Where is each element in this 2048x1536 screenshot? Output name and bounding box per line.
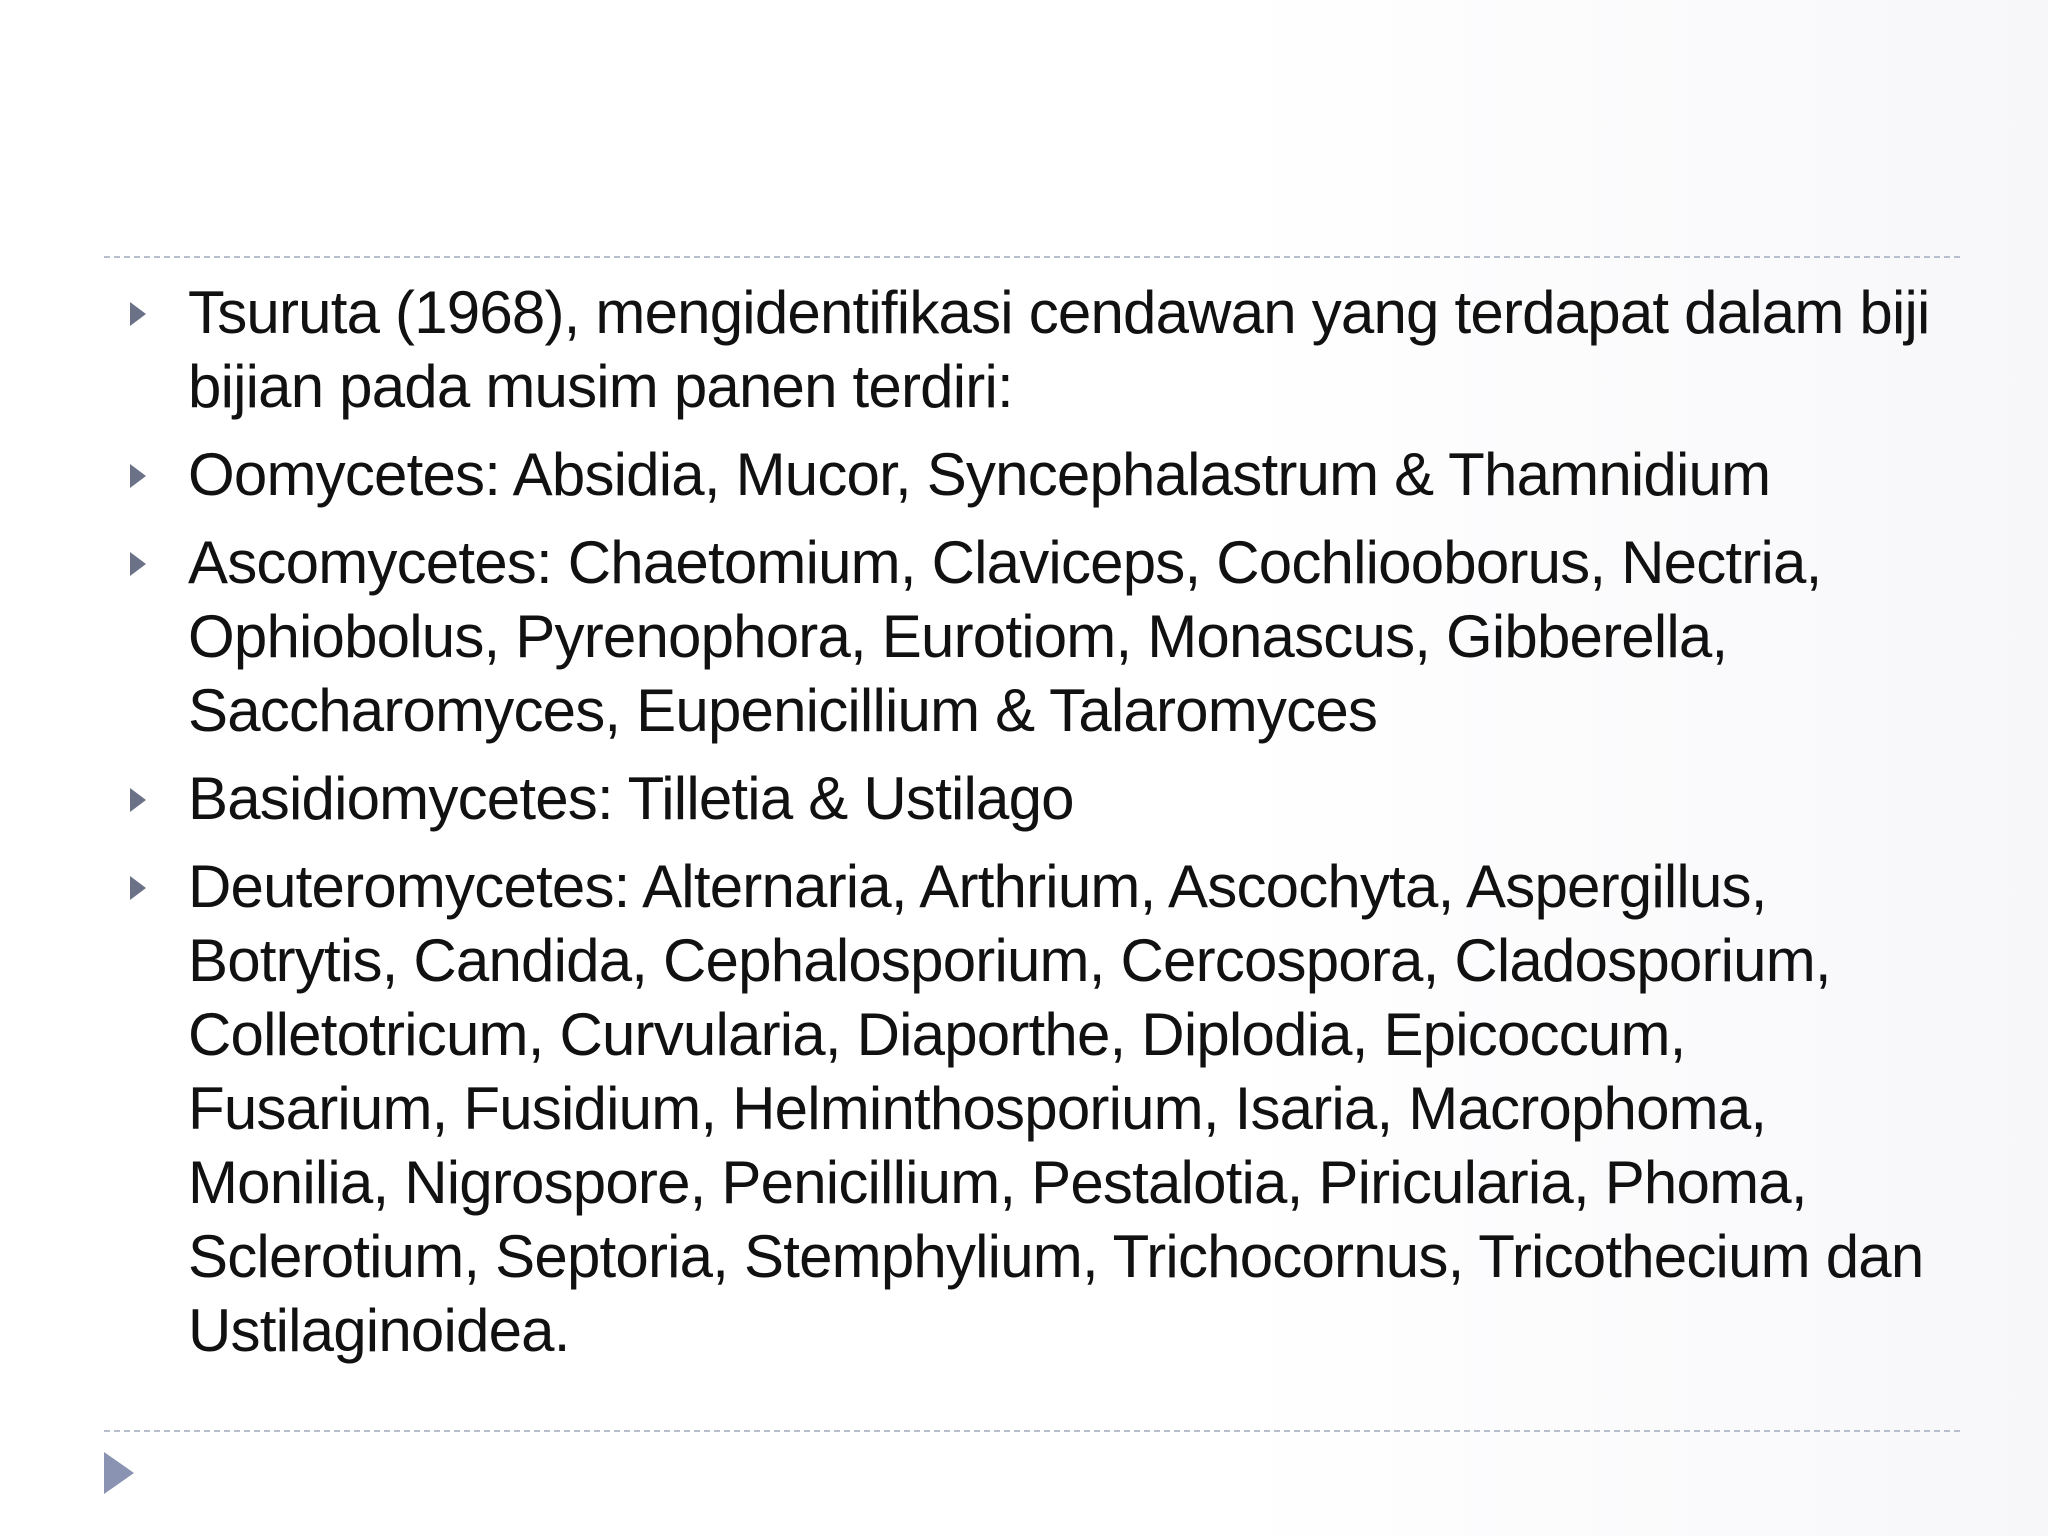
top-dashed-rule [104,256,1960,258]
triangle-right-icon [130,876,146,900]
bullet-list [124,276,1960,1368]
bullet-item-tsuruta [124,276,1960,424]
bullet-text: Tsuruta (1968), mengidentifikasi cendawan yang terdapat dalam biji bijian pada musim panen terdiri: [188,279,1930,420]
triangle-right-icon [130,302,146,326]
slide-body [124,276,1960,1416]
bullet-text: Oomycetes: Absidia, Mucor, Syncephalastrum & Thamnidium [188,441,1771,508]
bullet-text: Deuteromycetes: Alternaria, Arthrium, Ascochyta, Aspergillus, Botrytis, Candida, Cephalosporium, Cercospora, Cladosporium, Colletotricum, Curvularia, Diaporthe, Diplodia, Epicoccum, Fusarium, Fusidium, Helminthosporium, Isaria, Macrophoma, Monilia, Nigrospore, Penicillium, Pestalotia, Piricularia, Phoma, Sclerotium, Septoria, Stemphylium, Trichocornus, Tricothecium dan Ustilaginoidea. [188,853,1924,1364]
bullet-item-oomycetes [124,438,1960,512]
triangle-right-icon [130,552,146,576]
bullet-text: Basidiomycetes: Tilletia & Ustilago [188,765,1074,832]
bullet-text: Ascomycetes: Chaetomium, Claviceps, Cochliooborus, Nectria, Ophiobolus, Pyrenophora, Eurotiom, Monascus, Gibberella, Saccharomyces, Eupenicillium & Talaromyces [188,529,1822,744]
triangle-right-icon [130,464,146,488]
footer-triangle-icon [104,1452,134,1494]
bottom-dashed-rule [104,1430,1960,1432]
triangle-right-icon [130,788,146,812]
bullet-item-deuteromycetes [124,850,1960,1368]
bullet-item-ascomycetes [124,526,1960,748]
bullet-item-basidiomycetes [124,762,1960,836]
